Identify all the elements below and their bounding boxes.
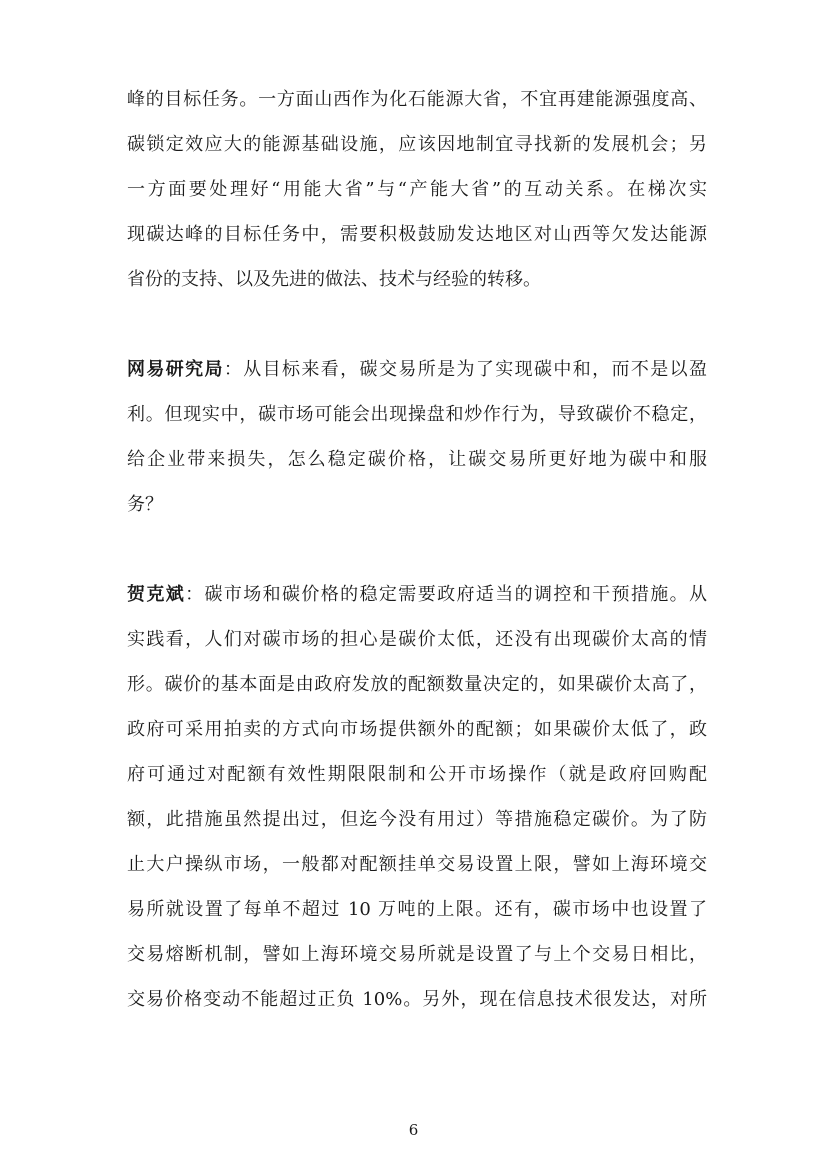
paragraph-3-text: ：碳市场和碳价格的稳定需要政府适当的调控和干预措施。从 — [185, 584, 707, 605]
paragraph-3-first-line — [127, 580, 707, 610]
paragraph-2-text: ：从目标来看，碳交易所是为了实现碳中和，而不是以盈 — [223, 359, 707, 380]
paragraph-3-line: 交易价格变动不能超过正负 10%。另外，现在信息技术很发达，对所 — [127, 989, 707, 1010]
paragraph-3-line: 形。碳价的基本面是由政府发放的配额数量决定的，如果碳价太高了， — [127, 674, 707, 695]
paragraph-3-line: 易所就设置了每单不超过 10 万吨的上限。还有，碳市场中也设置了 — [127, 899, 707, 920]
paragraph-2-first-line — [127, 355, 707, 385]
paragraph-3-line: 额，此措施虽然提出过，但迄今没有用过）等措施稳定碳价。为了防 — [127, 809, 707, 830]
paragraph-1-line: 现碳达峰的目标任务中，需要积极鼓励发达地区对山西等欠发达能源 — [127, 224, 707, 245]
speaker-name: 贺克斌 — [127, 584, 186, 605]
paragraph-1-line: 碳锁定效应大的能源基础设施，应该因地制宜寻找新的发展机会；另 — [127, 134, 707, 155]
paragraph-1-line: 省份的支持、以及先进的做法、技术与经验的转移。 — [127, 269, 541, 290]
paragraph-3-line: 交易熔断机制，譬如上海环境交易所就是设置了与上个交易日相比， — [127, 944, 707, 965]
paragraph-3-line: 止大户操纵市场，一般都对配额挂单交易设置上限，譬如上海环境交 — [127, 854, 707, 875]
paragraph-3-line: 政府可采用拍卖的方式向市场提供额外的配额；如果碳价太低了，政 — [127, 719, 707, 740]
paragraph-1-line: 峰的目标任务。一方面山西作为化石能源大省，不宜再建能源强度高、 — [127, 89, 707, 110]
paragraph-1-line: 一方面要处理好“用能大省”与“产能大省”的互动关系。在梯次实 — [127, 179, 707, 200]
paragraph-2-line: 务？ — [127, 494, 163, 515]
page-number: 6 — [408, 1121, 419, 1139]
paragraph-3-line: 府可通过对配额有效性期限限制和公开市场操作（就是政府回购配 — [127, 764, 707, 785]
paragraph-2-line: 利。但现实中，碳市场可能会出现操盘和炒作行为，导致碳价不稳定， — [127, 404, 707, 425]
speaker-name: 网易研究局 — [127, 359, 224, 380]
paragraph-2-line: 给企业带来损失，怎么稳定碳价格，让碳交易所更好地为碳中和服 — [127, 449, 707, 470]
paragraph-3-line: 实践看，人们对碳市场的担心是碳价太低，还没有出现碳价太高的情 — [127, 629, 707, 650]
